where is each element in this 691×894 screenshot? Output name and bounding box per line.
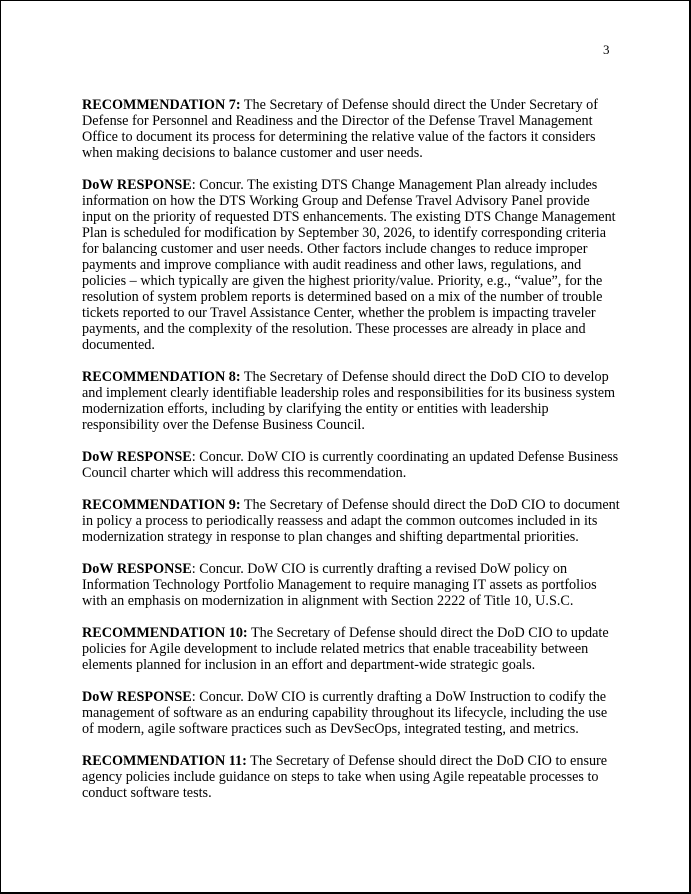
recommendation-7 [82,97,622,161]
recommendation-9 [82,497,622,545]
paragraph-label: DoW RESPONSE [82,449,192,465]
recommendation-8 [82,369,622,433]
paragraph-text: : Concur. DoW CIO is currently drafting a DoW Instruction to codify the management of software as an enduring capability throughout its lifecycle, including the use of modern, agile software practices such as DevSecOps, integrated testing, and metrics. [82,689,608,737]
response-7 [82,177,622,353]
response-8 [82,449,622,481]
paragraph-label: RECOMMENDATION 8: [82,369,241,385]
paragraph-text: : Concur. DoW CIO is currently coordinating an updated Defense Business Council charter which will address this recommendation. [82,449,619,481]
paragraph-label: RECOMMENDATION 10: [82,625,248,641]
paragraph-text: The Secretary of Defense should direct the Under Secretary of Defense for Personnel and Readiness and the Director of the Defense Travel Management Office to document its process for determining the relative value of the factors it considers when making decisions to balance customer and user needs. [82,97,598,161]
paragraph-label: RECOMMENDATION 9: [82,497,241,513]
recommendation-11 [82,753,622,801]
paragraph-label: DoW RESPONSE [82,561,192,577]
paragraph-text: : Concur. DoW CIO is currently drafting a revised DoW policy on Information Technology Portfolio Management to require managing IT assets as portfolios with an emphasis on modernization in alignment with Section 2222 of Title 10, U.S.C. [82,561,597,609]
paragraph-text: The Secretary of Defense should direct the DoD CIO to update policies for Agile development to include related metrics that enable traceability between elements planned for inclusion in an effort and department-wide strategic goals. [82,625,609,673]
paragraph-text: : Concur. The existing DTS Change Management Plan already includes information on how the DTS Working Group and Defense Travel Advisory Panel provide input on the priority of requested DTS enhancements. The existing DTS Change Management Plan is scheduled for modification by September 30, 2026, to identify corresponding criteria for balancing customer and user needs. Other factors include changes to reduce improper payments and improve compliance with audit readiness and other laws, regulations, and policies – which typically are given the highest priority/value. Priority, e.g., “value”, for the resolution of system problem reports is determined based on a mix of the number of trouble tickets reported to our Travel Assistance Center, whether the problem is impacting traveler payments, and the complexity of the resolution. These processes are already in place and documented. [82,177,616,353]
paragraph-label: DoW RESPONSE [82,689,192,705]
paragraph-text: The Secretary of Defense should direct the DoD CIO to document in policy a process to periodically reassess and adapt the common outcomes included in its modernization strategy in response to plan changes and shifting departmental priorities. [82,497,620,545]
paragraph-label: DoW RESPONSE [82,177,192,193]
page-number: 3 [603,42,610,57]
document-body [82,97,622,817]
paragraph-text: The Secretary of Defense should direct the DoD CIO to develop and implement clearly identifiable leadership roles and responsibilities for its business system modernization efforts, including by clarifying the entity or entities with leadership responsibility over the Defense Business Council. [82,369,616,433]
paragraph-label: RECOMMENDATION 11: [82,753,247,769]
paragraph-text: The Secretary of Defense should direct the DoD CIO to ensure agency policies include guidance on steps to take when using Agile repeatable processes to conduct software tests. [82,753,608,801]
paragraph-label: RECOMMENDATION 7: [82,97,241,113]
recommendation-10 [82,625,622,673]
response-10 [82,689,622,737]
response-9 [82,561,622,609]
